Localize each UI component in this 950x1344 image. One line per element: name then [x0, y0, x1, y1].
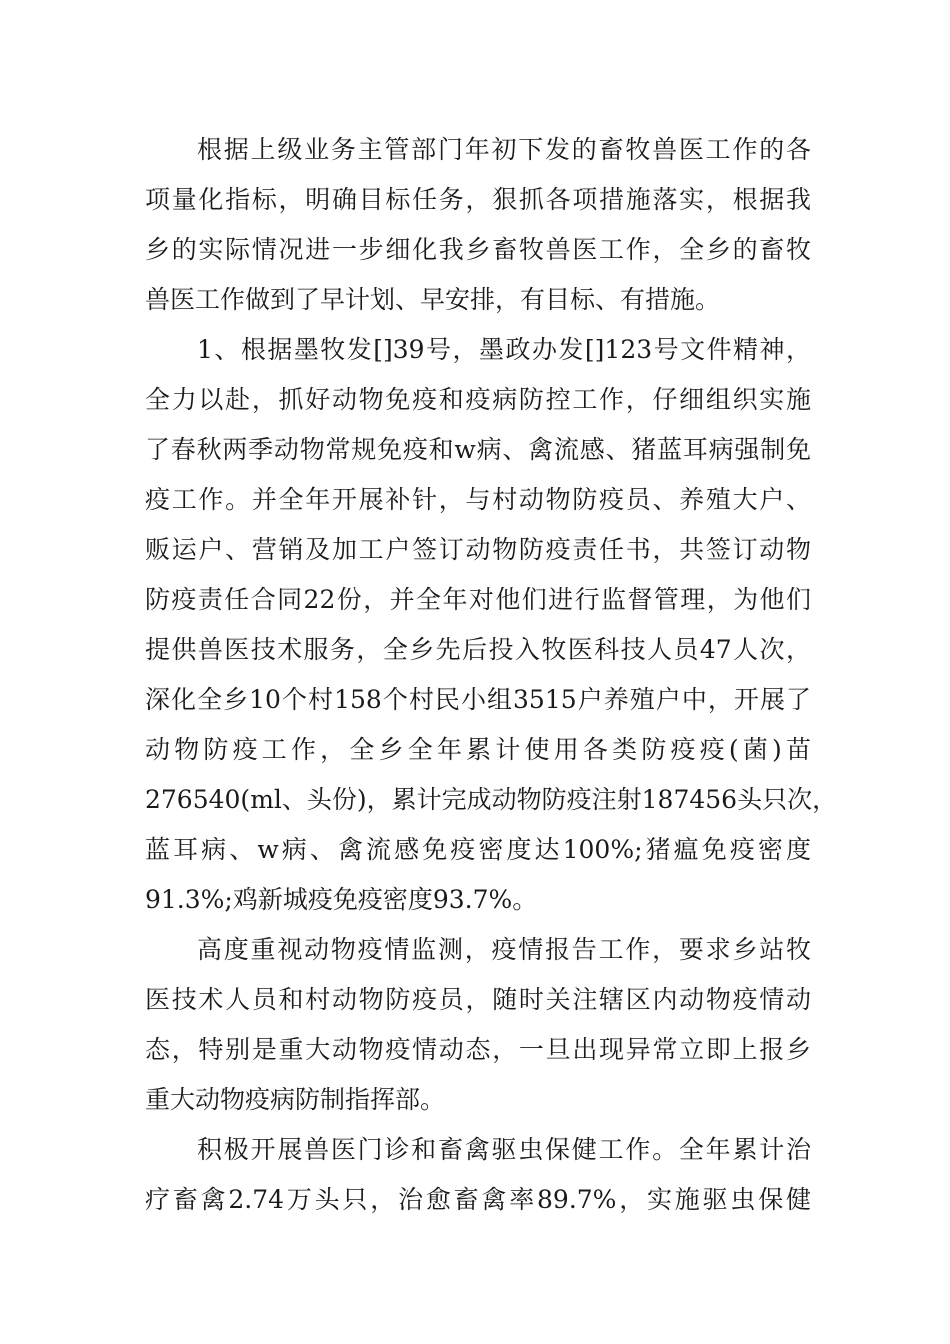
text-line: 高度重视动物疫情监测，疫情报告工作，要求乡站牧 [197, 935, 811, 964]
text-line: 乡的实际情况进一步细化我乡畜牧兽医工作，全乡的畜牧 [145, 235, 811, 264]
text-line: 蓝耳病、w病、禽流感免疫密度达100%;猪瘟免疫密度 [145, 835, 811, 864]
text-line: 重大动物疫病防制指挥部。 [145, 1085, 446, 1114]
text-line: 疫工作。并全年开展补针，与村动物防疫员、养殖大户、 [145, 485, 811, 514]
text-line: 积极开展兽医门诊和畜禽驱虫保健工作。全年累计治 [197, 1135, 811, 1164]
text-line: 疗畜禽2.74万头只，治愈畜禽率89.7%，实施驱虫保健 [145, 1185, 811, 1214]
text-line: 全力以赴，抓好动物免疫和疫病防控工作，仔细组织实施 [145, 385, 811, 414]
paragraph-1 [145, 125, 811, 325]
text-line: 深化全乡10个村158个村民小组3515户养殖户中，开展了 [145, 685, 811, 714]
text-line: 兽医工作做到了早计划、早安排，有目标、有措施。 [145, 285, 721, 314]
text-line: 医技术人员和村动物防疫员，随时关注辖区内动物疫情动 [145, 985, 811, 1014]
text-line: 防疫责任合同22份，并全年对他们进行监督管理，为他们 [145, 585, 811, 614]
paragraph-2 [145, 325, 838, 925]
text-line: 动物防疫工作，全乡全年累计使用各类防疫疫(菌)苗 [145, 735, 811, 764]
paragraph-4 [145, 1125, 811, 1225]
text-line: 276540(ml、头份)，累计完成动物防疫注射187456头只次， [145, 785, 838, 814]
text-line: 提供兽医技术服务，全乡先后投入牧医科技人员47人次， [145, 635, 811, 664]
text-line: 态，特别是重大动物疫情动态，一旦出现异常立即上报乡 [145, 1035, 811, 1064]
text-line: 项量化指标，明确目标任务，狠抓各项措施落实，根据我 [145, 185, 811, 214]
text-line: 91.3%;鸡新城疫免疫密度93.7%。 [145, 885, 538, 914]
text-line: 1、根据墨牧发[]39号，墨政办发[]123号文件精神， [197, 335, 811, 364]
document-body [145, 125, 838, 1225]
text-line: 贩运户、营销及加工户签订动物防疫责任书，共签订动物 [145, 535, 811, 564]
text-line: 了春秋两季动物常规免疫和w病、禽流感、猪蓝耳病强制免 [145, 435, 811, 464]
text-line: 根据上级业务主管部门年初下发的畜牧兽医工作的各 [197, 135, 811, 164]
paragraph-3 [145, 925, 811, 1125]
